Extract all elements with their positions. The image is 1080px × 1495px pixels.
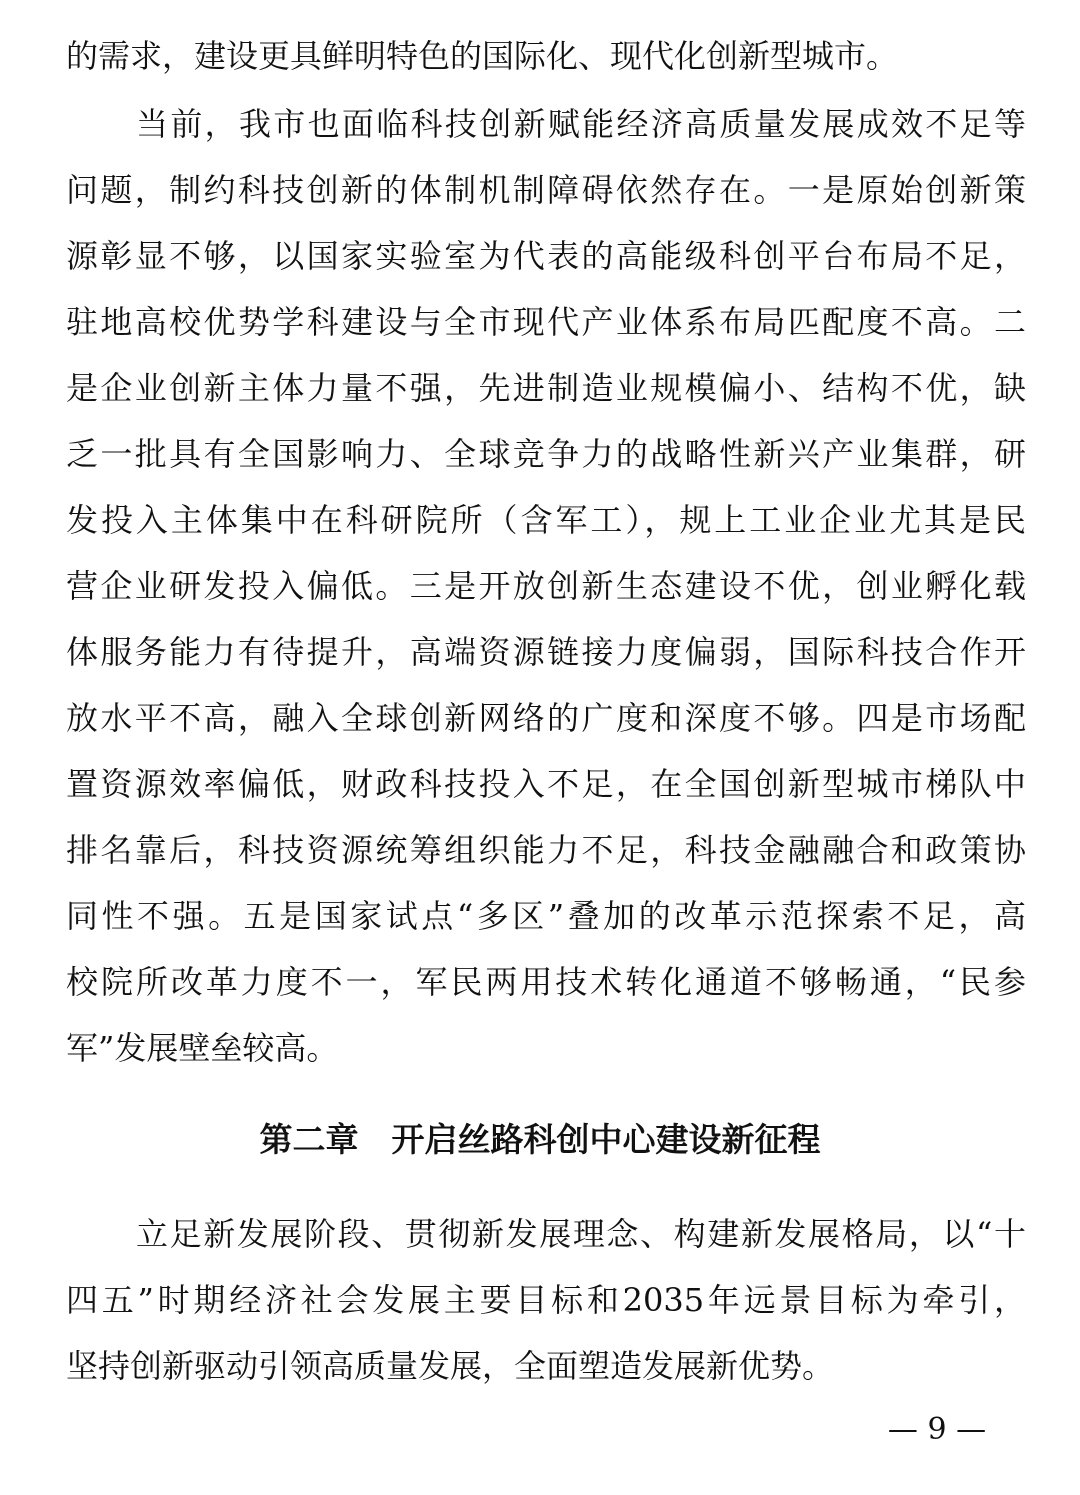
paragraph-3-line-3: 坚持创新驱动引领高质量发展，全面塑造发展新优势。 [66,1347,835,1385]
paragraph-2-line-13: 同性不强。五是国家试点“多区”叠加的改革示范探索不足，高 [66,897,1026,935]
paragraph-3-line-1: 立足新发展阶段、贯彻新发展理念、构建新发展格局，以“十 [136,1215,1026,1253]
paragraph-2-line-5: 是企业创新主体力量不强，先进制造业规模偏小、结构不优，缺 [66,369,1026,407]
paragraph-2-line-10: 放水平不高，融入全球创新网络的广度和深度不够。四是市场配 [66,699,1026,737]
paragraph-2-line-7: 发投入主体集中在科研院所（含军工），规上工业企业尤其是民 [66,501,1026,539]
chapter-heading: 第二章 开启丝路科创中心建设新征程 [259,1120,821,1159]
paragraph-1-line-1: 的需求，建设更具鲜明特色的国际化、现代化创新型城市。 [66,37,899,75]
paragraph-2-line-14: 校院所改革力度不一，军民两用技术转化通道不够畅通，“民参 [66,963,1026,1001]
paragraph-2-line-9: 体服务能力有待提升，高端资源链接力度偏弱，国际科技合作开 [66,633,1026,671]
paragraph-2-line-4: 驻地高校优势学科建设与全市现代产业体系布局匹配度不高。二 [66,303,1026,341]
paragraph-3-line-2: 四五”时期经济社会发展主要目标和2035年远景目标为牵引， [66,1281,1026,1319]
paragraph-2-line-2: 问题，制约科技创新的体制机制障碍依然存在。一是原始创新策 [66,171,1026,209]
paragraph-2-line-11: 置资源效率偏低，财政科技投入不足，在全国创新型城市梯队中 [66,765,1026,803]
page-number: — 9 — [887,1412,987,1447]
paragraph-2-line-15: 军”发展壁垒较高。 [66,1029,339,1067]
paragraph-2-line-6: 乏一批具有全国影响力、全球竞争力的战略性新兴产业集群，研 [66,435,1026,473]
paragraph-2-line-3: 源彰显不够，以国家实验室为代表的高能级科创平台布局不足， [66,237,1026,275]
paragraph-2-line-8: 营企业研发投入偏低。三是开放创新生态建设不优，创业孵化载 [66,567,1026,605]
paragraph-2-line-1: 当前，我市也面临科技创新赋能经济高质量发展成效不足等 [136,105,1026,143]
paragraph-2-line-12: 排名靠后，科技资源统筹组织能力不足，科技金融融合和政策协 [66,831,1026,869]
